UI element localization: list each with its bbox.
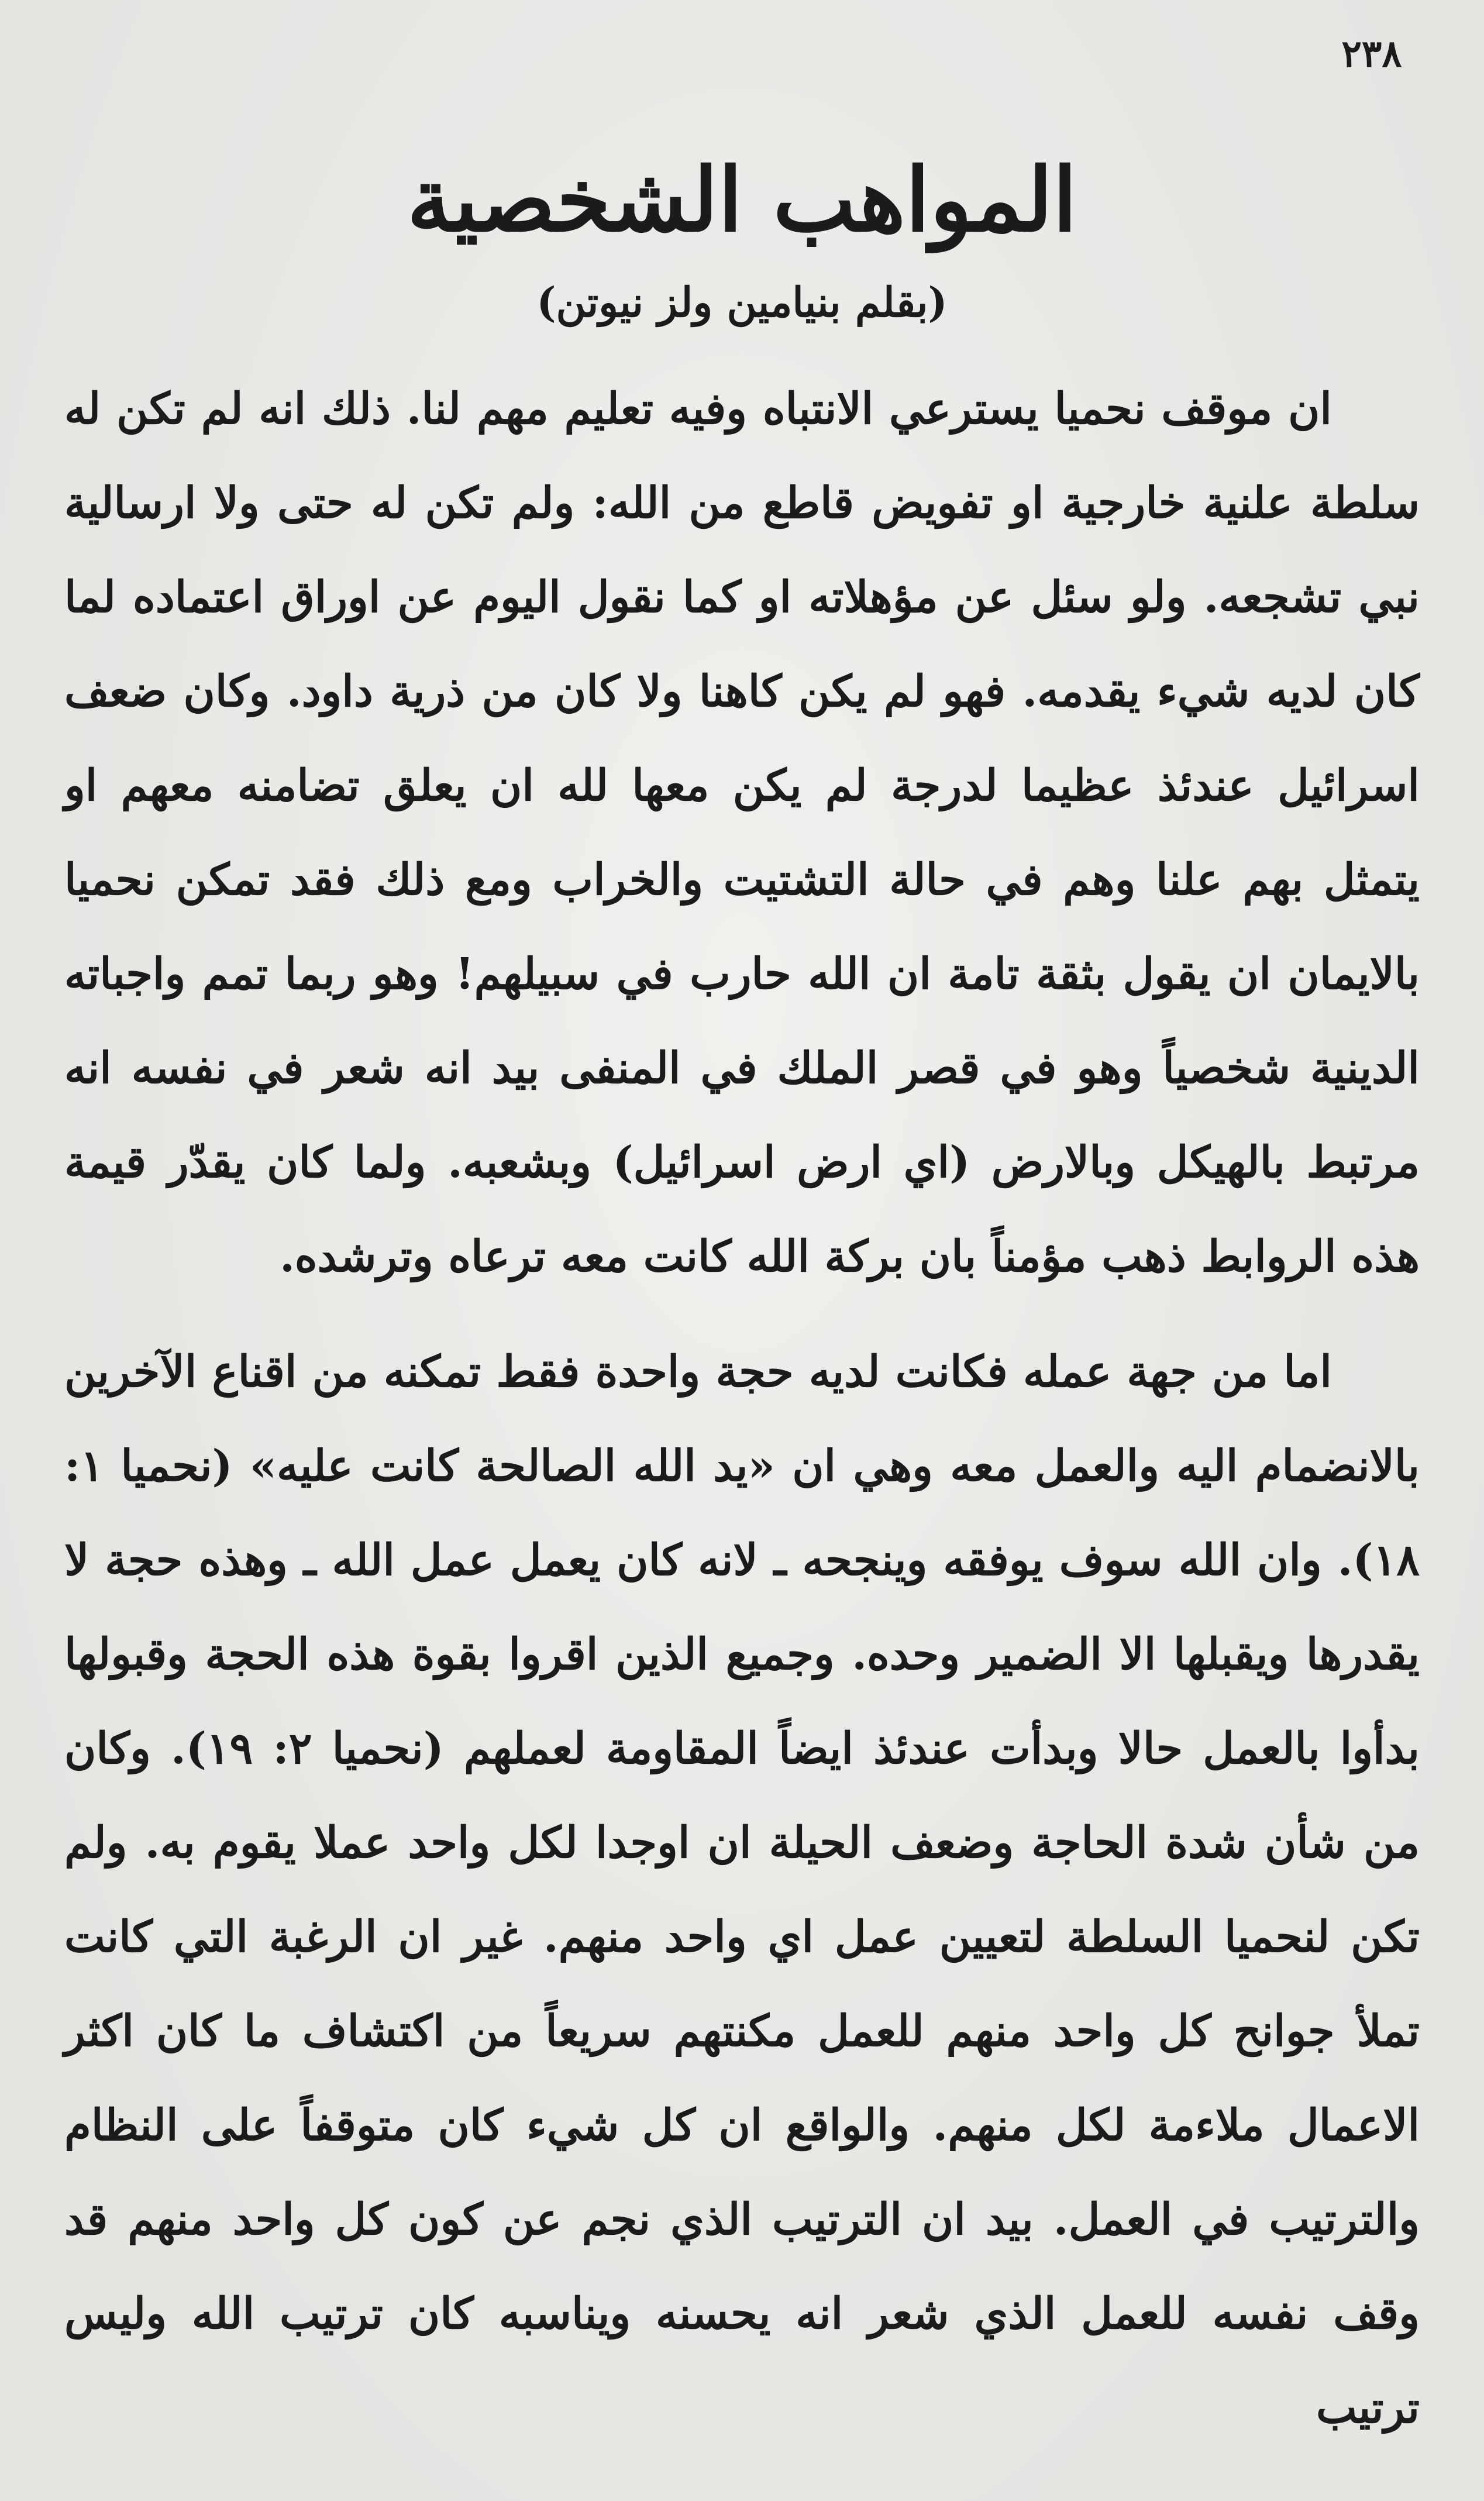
page-number: ٢٣٨ (1341, 32, 1402, 76)
paragraph-2: اما من جهة عمله فكانت لديه حجة واحدة فقط تمكنه من اقناع الآخرين بالانضمام اليه والعمل معه وهي ان «يد الله الصالحة كانت عليه» (نحميا ١: ١٨). وان الله سوف يوفقه وينجحه ـ لانه كان يعمل عمل الله ـ وهذه حجة لا يقدرها ويقبلها الا الضمير وحده. وجميع الذين اقروا بقوة هذه الحجة وقبولها بدأوا بالعمل حالا وبدأت عندئذ ايضاً المقاومة لعملهم (نحميا ٢: ١٩). وكان من شأن شدة الحاجة وضعف الحيلة ان اوجدا لكل واحد عملا يقوم به. ولم تكن لنحميا السلطة لتعيين عمل اي واحد منهم. غير ان الرغبة التي كانت تملأ جوانح كل واحد منهم للعمل مكنتهم سريعاً من اكتشاف ما كان اكثر الاعمال ملاءمة لكل منهم. والواقع ان كل شيء كان متوقفاً على النظام والترتيب في العمل. بيد ان الترتيب الذي نجم عن كون كل واحد منهم قد وقف نفسه للعمل الذي شعر انه يحسنه ويناسبه كان ترتيب الله وليس ترتيب (64, 1347, 1420, 2433)
paragraph-1: ان موقف نحميا يسترعي الانتباه وفيه تعليم مهم لنا. ذلك انه لم تكن له سلطة علنية خارجية او تفويض قاطع من الله: ولم تكن له حتى ولا ارسالية نبي تشجعه. ولو سئل عن مؤهلاته او كما نقول اليوم عن اوراق اعتماده لما كان لديه شيء يقدمه. فهو لم يكن كاهنا ولا كان من ذرية داود. وكان ضعف اسرائيل عندئذ عظيما لدرجة لم يكن معها لله ان يعلق تضامنه معهم او يتمثل بهم علنا وهم في حالة التشتيت والخراب ومع ذلك فقد تمكن نحميا بالايمان ان يقول بثقة تامة ان الله حارب في سبيلهم! وهو ربما تمم واجباته الدينية شخصياً وهو في قصر الملك في المنفى بيد انه شعر في نفسه انه مرتبط بالهيكل وبالارض (اي ارض اسرائيل) وبشعبه. ولما كان يقدّر قيمة هذه الروابط ذهب مؤمناً بان بركة الله كانت معه ترعاه وترشده. (64, 384, 1420, 1282)
article-byline: (بقلم بنيامين ولز نيوتن) (536, 278, 948, 326)
article-body (64, 362, 1420, 2455)
article-title: المواهب الشخصية (407, 149, 1077, 252)
